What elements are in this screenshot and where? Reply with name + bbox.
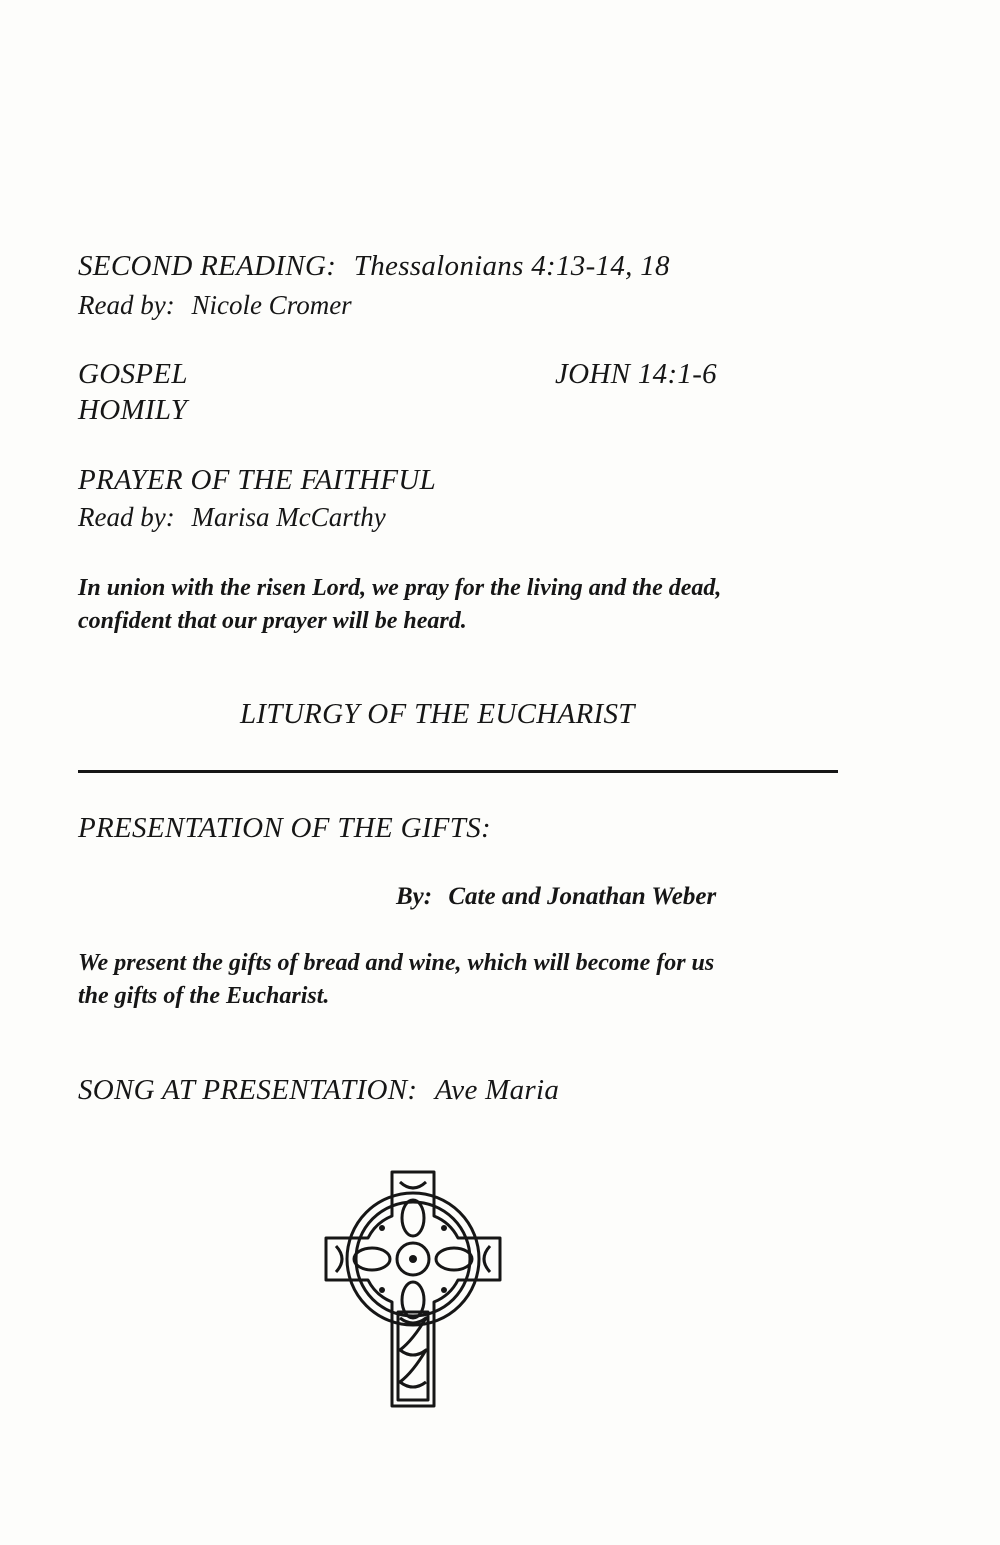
liturgy-heading: LITURGY OF THE EUCHARIST: [240, 698, 635, 730]
presentation-text-line-2: the gifts of the Eucharist.: [78, 983, 330, 1009]
gospel-label: GOSPEL: [78, 358, 188, 390]
presentation-by-line: [396, 880, 716, 913]
homily-label: HOMILY: [78, 394, 188, 426]
second-reading-reader-line: [78, 290, 352, 321]
prayer-of-faithful-label: PRAYER OF THE FAITHFUL: [78, 464, 437, 496]
second-reading-line: [78, 250, 670, 283]
section-divider: [78, 770, 838, 773]
second-reading-reader-label: Read by:: [78, 290, 175, 320]
second-reading-reader: Nicole Cromer: [191, 290, 352, 320]
presentation-label: PRESENTATION OF THE GIFTS:: [78, 812, 491, 844]
song-label: SONG AT PRESENTATION:: [78, 1074, 418, 1106]
second-reading-label: SECOND READING:: [78, 250, 337, 282]
prayer-text-line-2: confident that our prayer will be heard.: [78, 608, 467, 634]
gospel-citation: JOHN 14:1-6: [555, 358, 717, 390]
presentation-by-label: By:: [396, 883, 433, 910]
prayer-reader: Marisa McCarthy: [191, 502, 386, 532]
second-reading-citation: Thessalonians 4:13-14, 18: [353, 250, 670, 282]
song-title: Ave Maria: [434, 1074, 560, 1106]
celtic-cross-icon: [322, 1168, 508, 1412]
presentation-by: Cate and Jonathan Weber: [448, 883, 717, 910]
song-line: [78, 1074, 559, 1107]
presentation-text-line-1: We present the gifts of bread and wine, which will become for us: [78, 950, 715, 976]
prayer-reader-line: [78, 502, 386, 533]
prayer-reader-label: Read by:: [78, 502, 175, 532]
prayer-text-line-1: In union with the risen Lord, we pray for the living and the dead,: [78, 575, 722, 601]
